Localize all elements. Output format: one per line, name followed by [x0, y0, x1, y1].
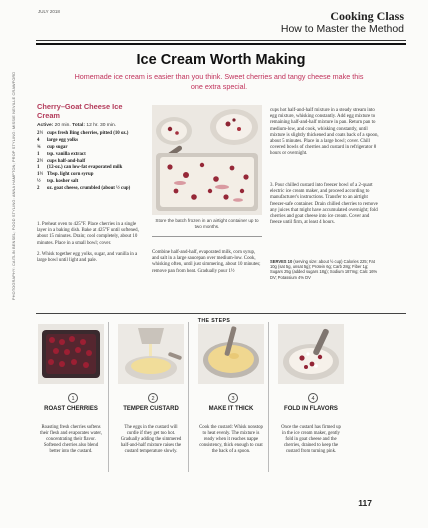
step-number: 3 — [228, 393, 238, 403]
method-step-1: 1. Preheat oven to 425°F. Place cherries in a single layer in a baking dish. Bake at 425°F until softened, about 15 minutes. Drain; cool completely, about 10 minutes. Place in a small bowl; cover. — [37, 222, 139, 246]
ingredient-name: tsp. kosher salt — [47, 179, 79, 185]
ingredient-item — [37, 186, 145, 192]
ingredient-item — [37, 172, 145, 178]
ingredient-qty: 4 — [37, 137, 40, 143]
photo-caption: Store the batch frozen in an airtight container up to two months. — [155, 218, 259, 229]
active-time: 20 min. — [54, 123, 71, 128]
ingredient-name: tsp. vanilla extract — [47, 151, 86, 157]
step-description: Once the custard has firmed up in the ice cream maker, gently fold in goat cheese and the cherries, drained to keep the custard from turning pink. — [281, 425, 341, 455]
ingredient-qty: 1½ — [37, 172, 44, 178]
article-deck: Homemade ice cream is easier than you think. Sweet cherries and tangy cheese make this one extra special. — [74, 72, 364, 91]
step-number: 1 — [68, 393, 78, 403]
ice-cream-photo — [152, 105, 262, 215]
step-title: TEMPER CUSTARD — [123, 406, 179, 412]
ingredient-item — [37, 138, 145, 144]
ingredient-qty: ¾ — [37, 144, 41, 150]
ingredient-item — [37, 131, 145, 137]
ingredient-qty: 1 — [37, 165, 40, 171]
step-number: 4 — [308, 393, 318, 403]
ingredient-item — [37, 145, 145, 151]
ingredient-qty: 2 — [37, 186, 40, 192]
nutrition-details: (serving size: about ½ cup) Calories 225; Fat 10g (sat 5g, unsat 5g); Protein 6g; Carb 28g; Fiber 1g; Sugars 25g (added sugars 18g); Sodium 187mg; Calc 16% DV; Potassium 4% DV — [270, 259, 378, 280]
section-title: Cooking Class — [330, 9, 404, 23]
ingredient-qty: 2½ — [37, 131, 44, 136]
fold-flavors-illustration — [278, 324, 344, 384]
step-title: ROAST CHERRIES — [44, 406, 98, 412]
ingredient-qty: ½ — [37, 179, 41, 185]
step-description: Cook the custard: Whisk nonstop to heat evenly. The mixture is ready when it reaches nappe consistency, thick enough to coat the back of a spoon. — [199, 425, 263, 455]
method-step-2: 2. Whisk together egg yolks, sugar, and vanilla in a large bowl until light and pale. — [37, 252, 138, 264]
steps-heading: THE STEPS — [192, 318, 236, 324]
ingredient-item — [37, 159, 145, 165]
step-divider — [188, 322, 189, 472]
article-title: Ice Cream Worth Making — [136, 52, 306, 68]
ingredient-item — [37, 165, 145, 171]
photo-credit: PHOTOGRAPHY: CAITLIN BENSEL; FOOD STYLING: ANNA HAMPTON; PROP STYLING: MISSIE NEVILLE CRAWFORD — [12, 71, 16, 300]
step-3-photo — [198, 324, 264, 384]
step-divider — [268, 322, 269, 472]
step-title: MAKE IT THICK — [208, 406, 254, 412]
ingredient-qty: 2½ — [37, 158, 44, 164]
total-label: Total: — [72, 123, 86, 128]
ingredient-qty: 1 — [37, 151, 40, 157]
step-4-photo — [278, 324, 344, 384]
recipe-title: Cherry–Goat Cheese Ice Cream — [37, 102, 123, 120]
header-rule — [36, 40, 406, 41]
nutrition-info — [270, 259, 382, 280]
thick-custard-illustration — [198, 324, 264, 384]
step-1-photo — [38, 324, 104, 384]
nutrition-serves: SERVES 10 — [270, 259, 293, 264]
step-2-photo — [118, 324, 184, 384]
ingredient-name: cups half-and-half — [47, 158, 86, 164]
method-step-2-end: cups hot half-and-half mixture in a steady stream into egg mixture, whisking constantly. Add egg mixture to remaining half-and-half mixture in pan. Return pan to medium-low, and cook, whisking constantly, until mixture is slightly thickened and coats back of a spoon, about 5 minutes. Place in a large bowl; cover. Chill covered bowls of cherries and custard in refrigerator 8 hours or overnight. — [270, 108, 379, 157]
ingredient-item — [37, 152, 145, 158]
temper-custard-illustration — [118, 324, 184, 384]
method-step-2-continued: Combine half-and-half, evaporated milk, corn syrup, and salt in a large saucepan over medium-low. Cook, whisking often, until just simmering, about 10 minutes; remove pan from heat. Gradually pour 1½ — [152, 250, 261, 274]
active-label: Active: — [37, 123, 54, 128]
issue-date: JULY 2018 — [38, 9, 60, 14]
ingredient-item — [37, 179, 145, 185]
page-number: 117 — [358, 498, 372, 508]
recipe-times — [37, 123, 116, 128]
step-number: 2 — [148, 393, 158, 403]
method-step-3: 3. Pour chilled custard into freezer bowl of a 2-quart electric ice cream maker, and proceed according to manufacturer's instructions. Transfer to an airtight freezer-safe container. Drain chilled cherries to remove any juices that might have accumulated overnight; fold cherries and goat cheese into ice cream. Cover and freeze until firm, at least 4 hours. — [270, 183, 378, 226]
caption-divider — [152, 236, 262, 237]
roasted-cherries-illustration — [38, 324, 104, 384]
step-description: Roasting fresh cherries softens their flesh and evaporates water, concentrating their flavor. Softened cherries also blend better into the custard. — [39, 425, 102, 455]
header-rule-thick — [36, 43, 406, 45]
ingredient-name: large egg yolks — [47, 137, 78, 143]
ingredient-name: (12-oz.) can low-fat evaporated milk — [47, 165, 123, 171]
step-description: The eggs in the custard will curdle if they get too hot. Gradually adding the simmered half-and-half mixture raises the custard temperature slowly. — [120, 425, 182, 455]
ingredient-list — [37, 131, 145, 193]
ice-cream-illustration — [152, 105, 262, 215]
ingredient-name: oz. goat cheese, crumbled (about ½ cup) — [47, 186, 131, 192]
ingredient-name: cups fresh Bing cherries, pitted (10 oz.) — [47, 131, 129, 136]
ingredient-name: cup sugar — [47, 144, 68, 150]
step-divider — [108, 322, 109, 472]
section-subtitle: How to Master the Method — [280, 23, 404, 35]
ingredient-name: Tbsp. light corn syrup — [47, 172, 94, 178]
step-title: FOLD IN FLAVORS — [284, 406, 338, 412]
total-time: 12 hr. 30 min. — [86, 123, 117, 128]
